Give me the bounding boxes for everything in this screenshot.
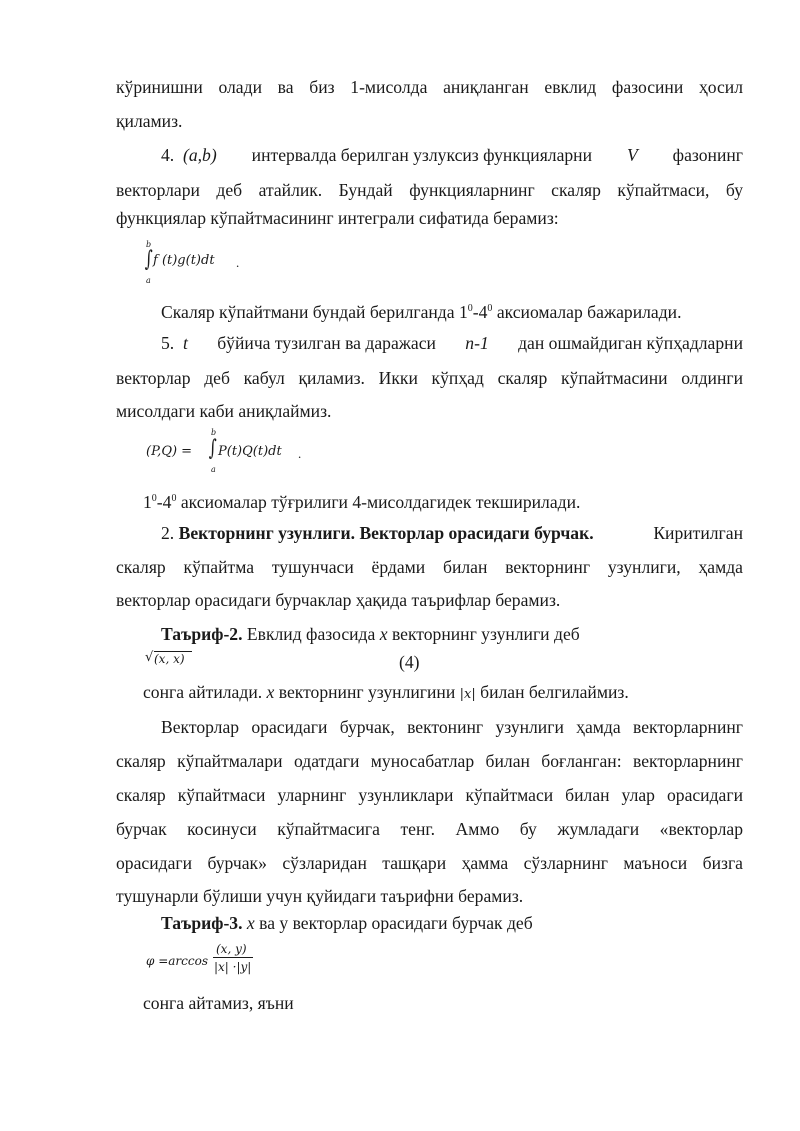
paragraph-line: скаляр кўпайтмаси уларнинг узунликлари кўпайтмаси билан улар орасидаги: [116, 785, 743, 805]
item-text: интервалда берилган узлуксиз функцияларни: [251, 145, 593, 165]
formula-lhs: φ =arccos: [146, 954, 208, 968]
sqrt-sign: √: [145, 650, 154, 665]
definition-label: Таъриф-3.: [161, 913, 243, 933]
item-text: фазонинг: [672, 145, 743, 165]
paragraph-line: скаляр кўпайтмалари одатдаги муносабатлар билан боғланган: векторларнинг: [116, 751, 743, 771]
space-symbol: V: [626, 145, 638, 165]
paragraph-line: тушунарли бўлиши учун қуйидаги таърифни берамиз.: [116, 886, 524, 906]
interval-expr: (a,b): [183, 145, 217, 165]
item-4-line: [161, 144, 743, 166]
definition-2: Таъриф-2. Евклид фазосида x векторнинг узунлиги деб: [161, 624, 580, 644]
definition-label: Таъриф-2.: [161, 624, 243, 644]
paragraph-line: сонга айтилади. x векторнинг узунлигини |x| билан белгилаймиз.: [143, 682, 629, 702]
definition-3: Таъриф-3. x ва у векторлар орасидаги бурчак деб: [161, 913, 533, 933]
section-title: Векторнинг узунлиги. Векторлар орасидаги бурчак.: [178, 523, 594, 543]
integrand: P(t)Q(t)dt: [218, 444, 282, 459]
section-heading-line: 2. Векторнинг узунлиги. Векторлар орасидаги бурчак. Киритилган: [161, 523, 743, 543]
integral-sign: ∫: [208, 436, 217, 461]
equation-number: (4): [399, 652, 420, 672]
item-number: 4.: [161, 145, 175, 165]
paragraph-line: кўринишни олади ва биз 1-мисолда аниқланган евклид фазосини ҳосил: [116, 77, 743, 97]
paragraph-line: бурчак косинуси кўпайтмасига тенг. Аммо бу жумладаги «векторлар: [116, 819, 743, 839]
fraction-denominator: |x| ·|y|: [214, 960, 252, 974]
integral-sign: ∫: [144, 247, 153, 272]
paragraph-line: скаляр кўпайтма тушунчаси ёрдами билан векторнинг узунлиги, ҳамда: [116, 557, 743, 577]
formula-punct: .: [298, 446, 302, 461]
paragraph-line: векторлари деб атайлик. Бундай функцияларнинг скаляр кўпайтмаси, бу: [116, 180, 743, 200]
paragraph-line: Скаляр кўпайтмани бундай берилганда $1^0-4^0$ аксиомалар бажарилади.: [161, 301, 682, 322]
lower-limit: a: [211, 465, 216, 474]
formula-lhs: (P,Q) =: [146, 444, 193, 459]
paragraph-line: орасидаги бурчак» сўзларидан ташқари ҳамма сўзларнинг маъноси бизга: [116, 853, 743, 873]
paragraph-line: мисолдаги каби аниқлаймиз.: [116, 401, 332, 421]
paragraph-line: қиламиз.: [116, 111, 183, 131]
upper-limit: b: [146, 240, 152, 249]
paragraph-line: сонга айтамиз, яъни: [143, 993, 294, 1013]
paragraph-line: $1^0-4^0$ аксиомалар тўғрилиги 4-мисолдагидек текширилади.: [143, 491, 581, 512]
paragraph-line: Векторлар орасидаги бурчак, вектонинг узунлиги ҳамда векторларнинг: [161, 717, 743, 737]
radicand: (x, x): [154, 652, 185, 666]
lower-limit: a: [146, 276, 151, 285]
abs-x: |x|: [459, 687, 476, 702]
formula-punct: .: [236, 255, 240, 270]
paragraph-line: векторлар орасидаги бурчаклар ҳақида таърифлар берамиз.: [116, 590, 561, 610]
fraction-bar: [213, 957, 253, 958]
item-5-line: 5. t бўйича тузилган ва даражаси n-1 дан ошмайдиган кўпҳадларни: [161, 333, 743, 353]
paragraph-line: векторлар деб кабул қиламиз. Икки кўпҳад скаляр кўпайтмасини олдинги: [116, 368, 743, 388]
fraction-numerator: (x, y): [216, 942, 247, 956]
integrand: f (t)g(t)dt: [153, 253, 215, 268]
upper-limit: b: [211, 428, 217, 437]
paragraph-line: функциялар кўпайтмасининг интеграли сифатида берамиз:: [116, 208, 559, 228]
